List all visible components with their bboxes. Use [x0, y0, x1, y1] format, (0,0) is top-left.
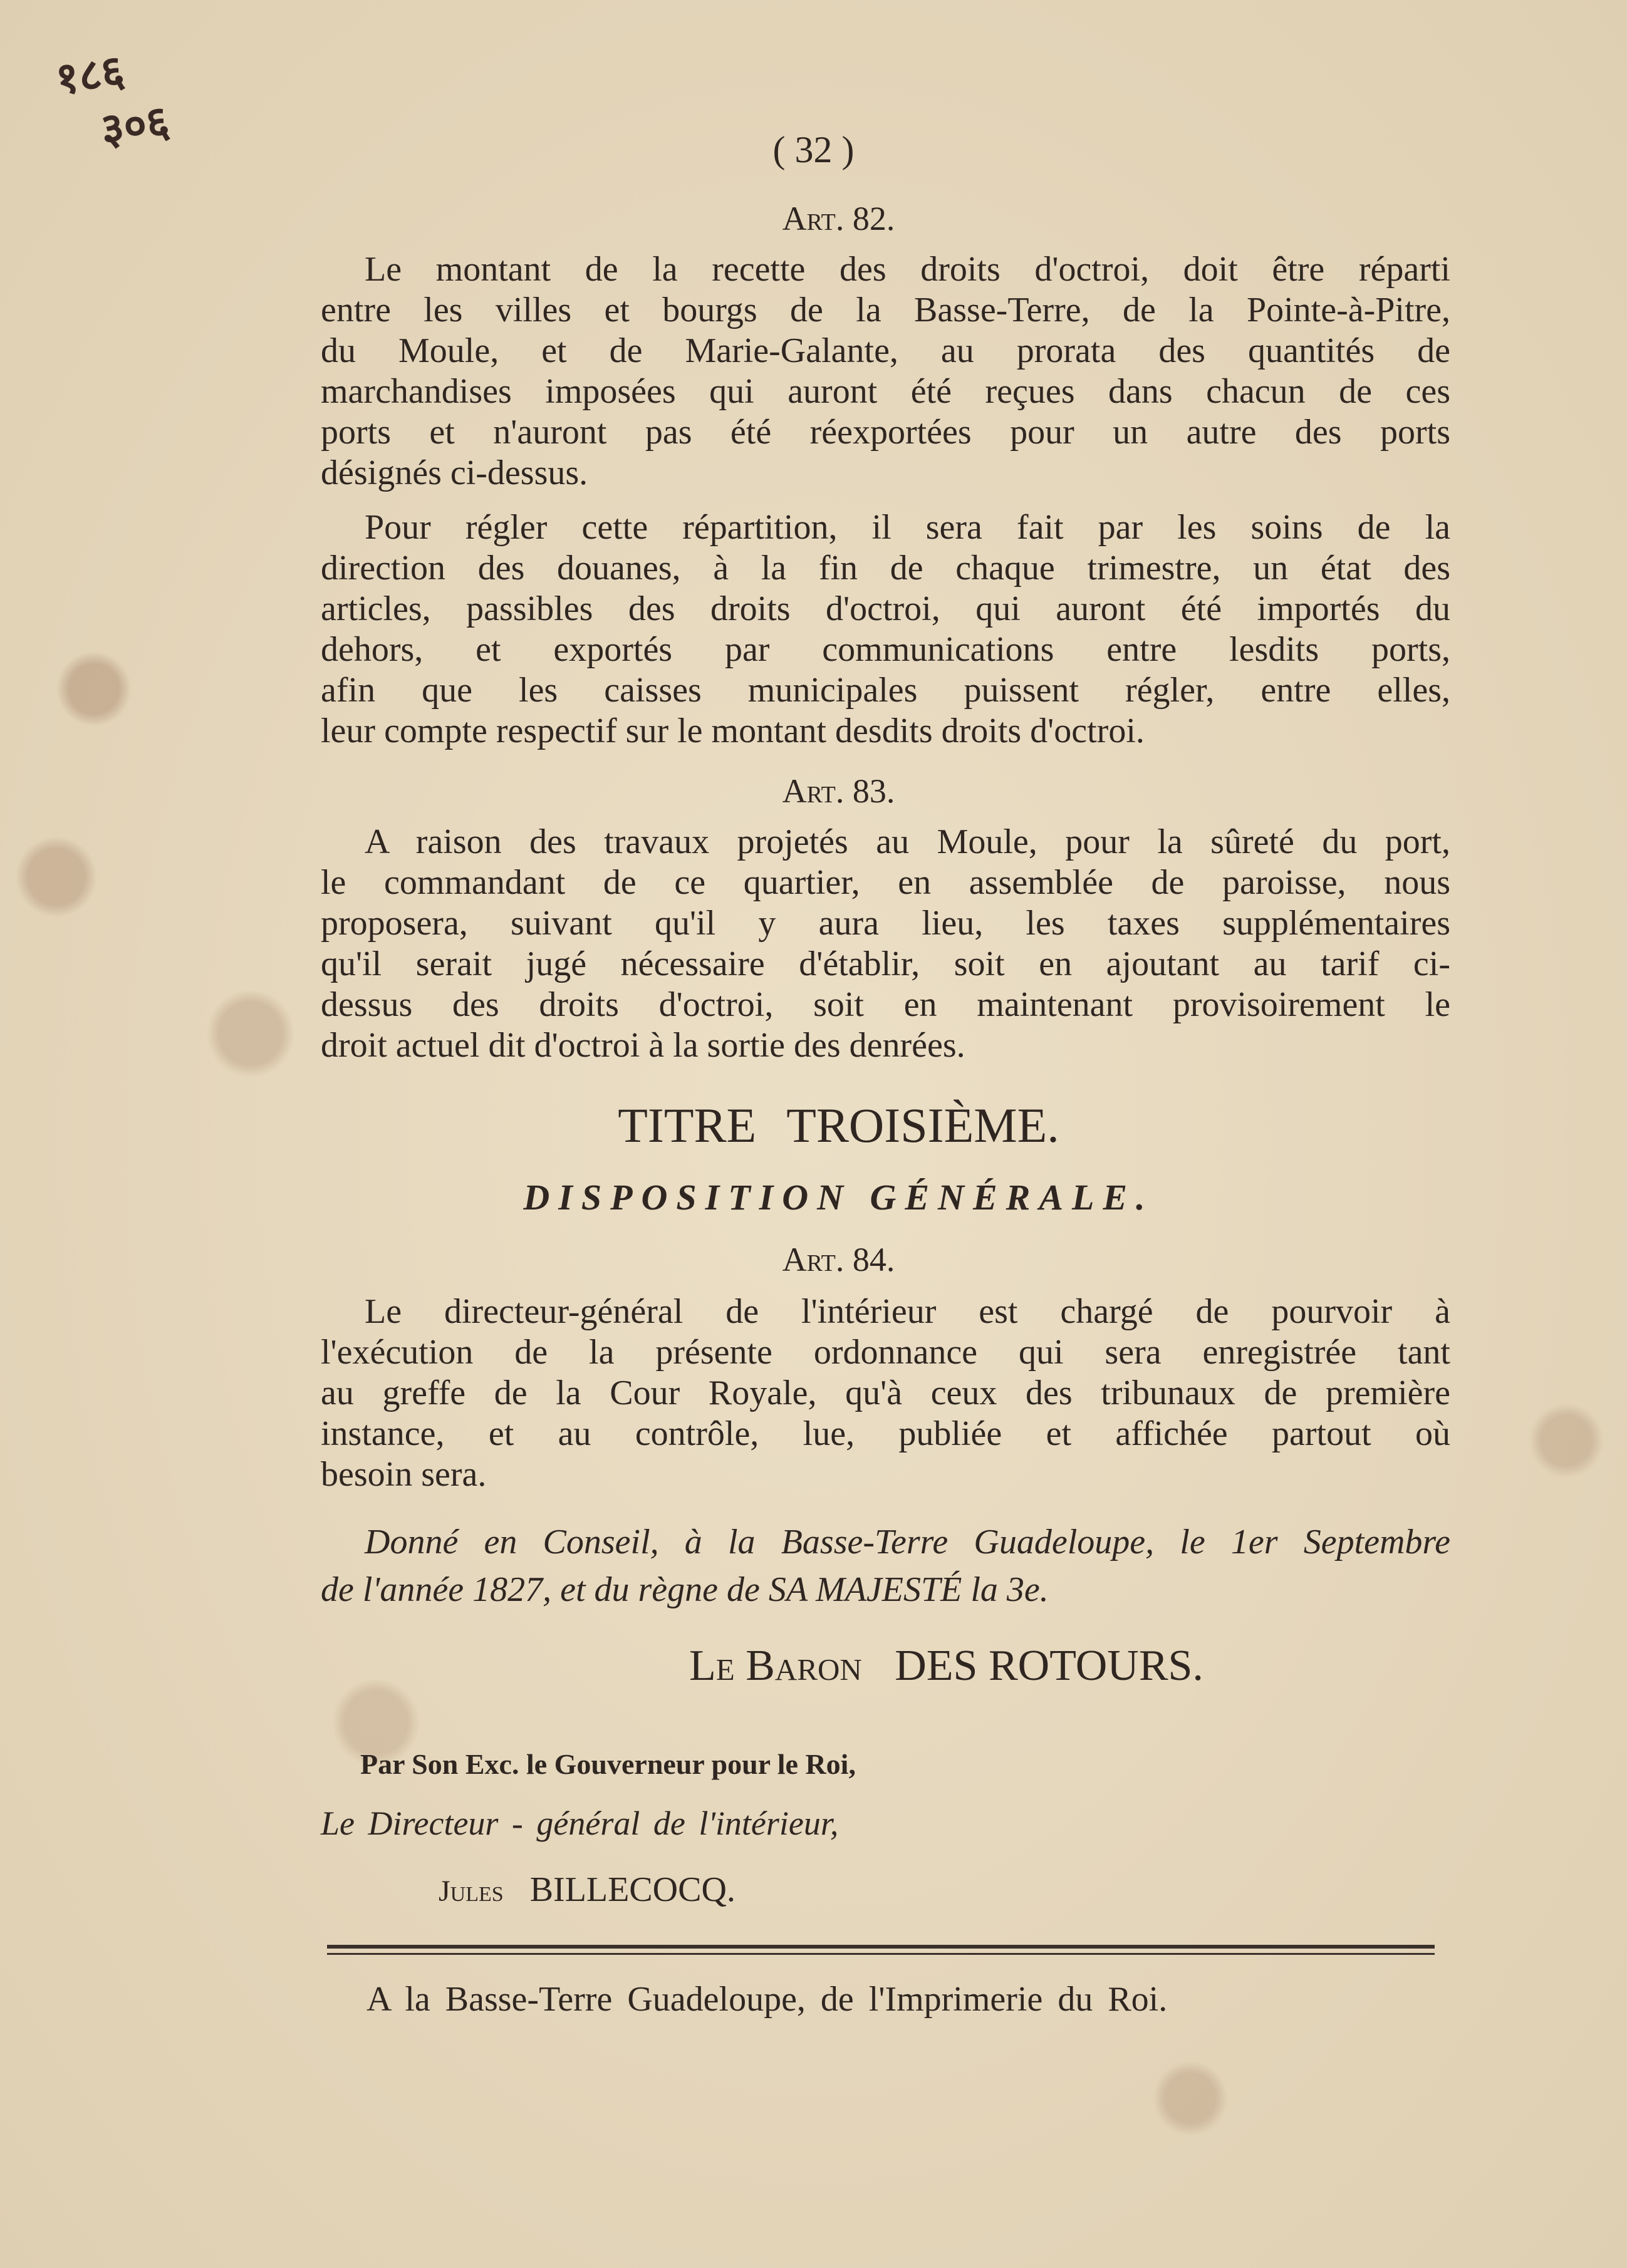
text-line: dessus des droits d'octroi, soit en maintenant provisoirement le — [321, 985, 1450, 1024]
text-line: direction des douanes, à la fin de chaque trimestre, un état des — [321, 549, 1450, 588]
text-line: dehors, et exportés par communications entre lesdits ports, — [321, 630, 1450, 669]
text-line: au greffe de la Cour Royale, qu'à ceux des tribunaux de première — [321, 1374, 1450, 1412]
art-84-paragraph — [321, 1292, 1450, 1495]
first-name: Jules — [439, 1875, 504, 1908]
text-line: entre les villes et bourgs de la Basse-Terre, de la Pointe-à-Pitre, — [321, 291, 1450, 329]
art-84-heading: Art. 84. — [782, 1241, 895, 1278]
double-rule-divider — [327, 1945, 1435, 1955]
text-line: droit actuel dit d'octroi à la sortie des denrées. — [321, 1026, 965, 1065]
text-line: de l'année 1827, et du règne de SA MAJESTÉ la 3e. — [321, 1570, 1049, 1609]
text-line: ports et n'auront pas été réexportées pour un autre des ports — [321, 413, 1450, 452]
signature-title: Le Baron — [689, 1642, 862, 1690]
text-line: Le montant de la recette des droits d'octroi, doit être réparti — [365, 250, 1450, 289]
text-line: A raison des travaux projetés au Moule, pour la sûreté du port, — [365, 822, 1450, 861]
signature — [689, 1641, 1203, 1691]
text-line: afin que les caisses municipales puissent régler, entre elles, — [321, 671, 1450, 710]
countersign-line-1: Par Son Exc. le Gouverneur pour le Roi, — [360, 1748, 856, 1780]
art-82-heading: Art. 82. — [782, 200, 895, 237]
text-line: désignés ci-dessus. — [321, 453, 588, 492]
art-82-paragraph-2 — [321, 507, 1450, 752]
page-number: ( 32 ) — [772, 129, 855, 170]
text-line: du Moule, et de Marie-Galante, au prorata des quantités de — [321, 331, 1450, 370]
art-83-heading: Art. 83. — [782, 772, 895, 810]
countersign-line-2: Le Directeur - général de l'intérieur, — [321, 1805, 839, 1842]
countersign-name — [439, 1870, 736, 1910]
text-line: besoin sera. — [321, 1455, 487, 1494]
text-line: marchandises imposées qui auront été reçues dans chacun de ces — [321, 372, 1450, 411]
text-line: Pour régler cette répartition, il sera fait par les soins de la — [365, 508, 1450, 547]
signature-name: DES ROTOURS. — [895, 1642, 1203, 1690]
text-line: qu'il serait jugé nécessaire d'établir, soit en ajoutant au tarif ci- — [321, 945, 1450, 983]
text-line: Le directeur-général de l'intérieur est chargé de pourvoir à — [365, 1292, 1450, 1331]
last-name: BILLECOCQ. — [529, 1870, 736, 1909]
text-line: leur compte respectif sur le montant desdits droits d'octroi. — [321, 712, 1145, 750]
given-in-council — [321, 1518, 1450, 1613]
art-83-paragraph — [321, 822, 1450, 1066]
subtitle-heading: DISPOSITION GÉNÉRALE. — [523, 1177, 1154, 1218]
title-heading: TITRE TROISIÈME. — [618, 1098, 1059, 1152]
art-82-paragraph-1 — [321, 249, 1450, 494]
manuscript-note: १८६ ३०६ — [52, 44, 173, 156]
text-line: proposera, suivant qu'il y aura lieu, les taxes supplémentaires — [321, 904, 1450, 943]
imprint: A la Basse-Terre Guadeloupe, de l'Imprimerie du Roi. — [366, 1980, 1168, 2019]
text-line: l'exécution de la présente ordonnance qui sera enregistrée tant — [321, 1333, 1450, 1372]
text-line: le commandant de ce quartier, en assemblée de paroisse, nous — [321, 863, 1450, 902]
text-line: Donné en Conseil, à la Basse-Terre Guadeloupe, le 1er Septembre — [365, 1523, 1450, 1561]
text-line: articles, passibles des droits d'octroi, qui auront été importés du — [321, 589, 1450, 628]
text-line: instance, et au contrôle, lue, publiée et affichée partout où — [321, 1414, 1450, 1453]
